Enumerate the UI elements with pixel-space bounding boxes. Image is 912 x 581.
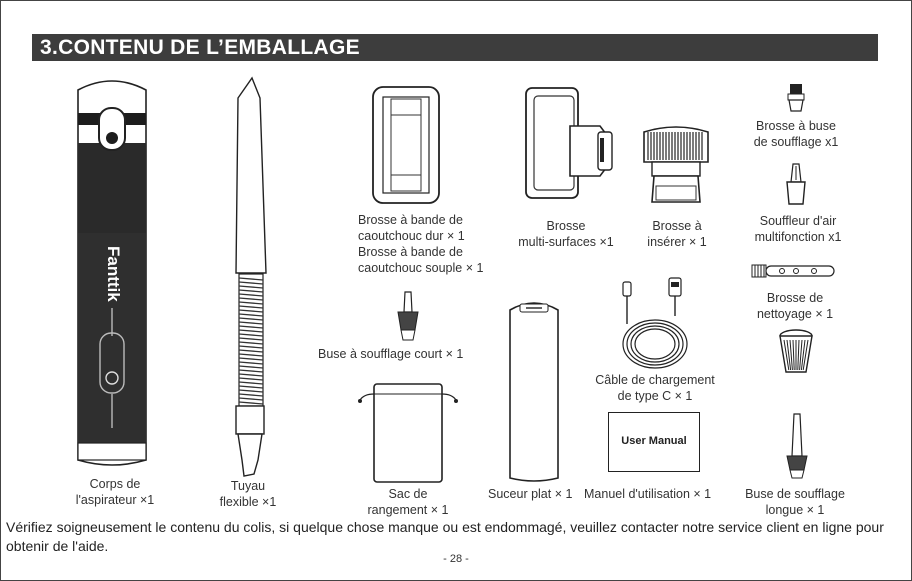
user-manual-illustration bbox=[608, 412, 700, 472]
usb-c-cable-illustration bbox=[615, 276, 705, 372]
section-title: 3.CONTENU DE L’EMBALLAGE bbox=[40, 36, 360, 59]
footer-note: Vérifiez soigneusement le contenu du colis, si quelque chose manque ou est endommagé, veuillez contacter notre service client en ligne pour obtenir de l'aide. bbox=[6, 519, 884, 554]
air-blower-illustration bbox=[785, 162, 807, 206]
label-cleaning-brush: Brosse de nettoyage × 1 bbox=[756, 291, 834, 321]
blow-nozzle-brush-illustration bbox=[786, 84, 806, 112]
label-flat-nozzle: Suceur plat × 1 bbox=[488, 487, 573, 501]
label-multi-surface-brush: Brosse multi-surfaces ×1 bbox=[518, 219, 614, 249]
storage-bag-illustration bbox=[356, 380, 460, 484]
label-blow-nozzle-brush: Brosse à buse de soufflage x1 bbox=[753, 119, 839, 149]
label-vacuum-body: Corps de l'aspirateur ×1 bbox=[75, 477, 155, 507]
vacuum-body-illustration bbox=[72, 78, 152, 470]
short-blow-nozzle-illustration bbox=[395, 290, 421, 342]
rubber-strip-brush-illustration bbox=[371, 85, 441, 205]
section-banner bbox=[32, 34, 878, 61]
label-rubber-strip-brush: Brosse à bande de caoutchouc dur × 1 Brosse à bande de caoutchouc souple × 1 bbox=[358, 213, 484, 275]
brand-text: Fanttik bbox=[104, 246, 123, 302]
label-flexible-hose: Tuyau flexible ×1 bbox=[219, 479, 277, 509]
label-long-blow-nozzle: Buse de soufflage longue × 1 bbox=[745, 487, 845, 517]
multi-surface-brush-illustration bbox=[524, 86, 624, 201]
label-usb-c-cable: Câble de chargement de type C × 1 bbox=[595, 373, 715, 403]
long-blow-nozzle-illustration bbox=[784, 412, 810, 480]
manual-card-text: User Manual bbox=[621, 435, 687, 447]
filter-illustration bbox=[775, 328, 817, 378]
label-storage-bag: Sac de rangement × 1 bbox=[367, 487, 449, 517]
label-air-blower: Souffleur d'air multifonction x1 bbox=[754, 214, 842, 244]
page-number: - 28 - bbox=[443, 553, 469, 565]
insert-brush-illustration bbox=[640, 126, 712, 208]
flat-nozzle-illustration bbox=[506, 298, 562, 484]
label-short-blow-nozzle: Buse à soufflage court × 1 bbox=[318, 347, 464, 361]
cleaning-brush-illustration bbox=[752, 264, 836, 278]
label-user-manual: Manuel d'utilisation × 1 bbox=[584, 487, 712, 501]
label-insert-brush: Brosse à insérer × 1 bbox=[647, 219, 707, 249]
flexible-hose-illustration bbox=[228, 78, 268, 478]
